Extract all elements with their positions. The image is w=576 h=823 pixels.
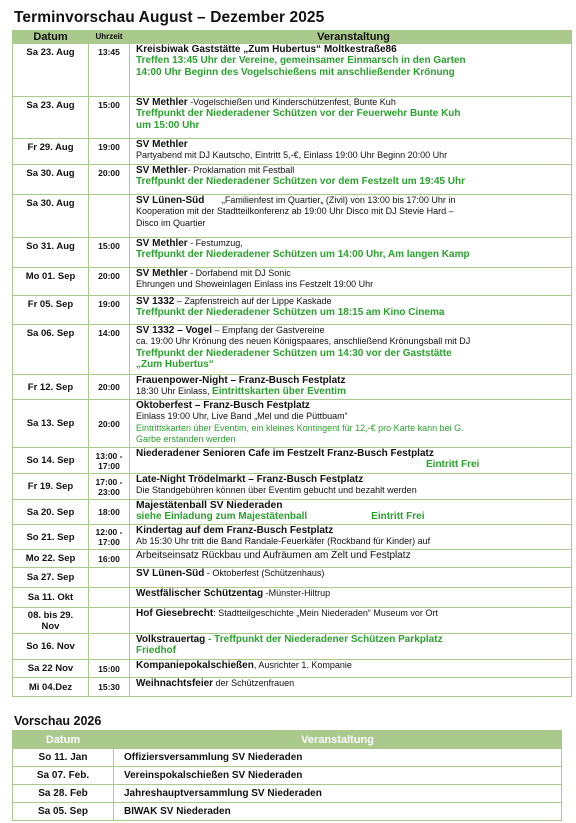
event-date: Fr 19. Sep xyxy=(13,474,89,500)
event-title: SV Methler xyxy=(136,97,188,108)
admission-note: Eintritt Frei xyxy=(371,511,425,523)
ticket-note: Garbe erstanden werden xyxy=(136,434,236,445)
event-line xyxy=(136,525,571,536)
table-row xyxy=(13,195,572,238)
event-time: 13:45 xyxy=(89,44,130,97)
meeting-note: Friedhof xyxy=(136,645,176,657)
event-description xyxy=(130,97,572,139)
event-date: Mo 22. Sep xyxy=(13,550,89,568)
event-detail: -Vogelschießen und Kinderschützenfest, Bunte Kuh xyxy=(187,97,396,107)
table-row xyxy=(13,588,572,608)
preview-date: Sa 05. Sep xyxy=(13,803,114,821)
event-title: Kompaniepokalschießen xyxy=(136,660,254,671)
event-title: SV Methler xyxy=(136,238,188,249)
event-description xyxy=(130,474,572,500)
event-line xyxy=(136,448,571,459)
event-time: 20:00 xyxy=(89,375,130,400)
event-detail: Einlass 19:00 Uhr, Live Band „Mel und die Püttbuam“ xyxy=(136,411,348,422)
event-time: 20:00 xyxy=(89,268,130,296)
event-description xyxy=(130,44,572,97)
event-description xyxy=(130,550,572,568)
event-time: 15:00 xyxy=(89,660,130,678)
meeting-note: Treffpunkt der Niederadener Schützen um 18:15 am Kino Cinema xyxy=(136,307,445,319)
table-row xyxy=(13,97,572,139)
event-line xyxy=(136,660,571,671)
meeting-note: - Treffpunkt der Niederadener Schützen Parkplatz xyxy=(205,634,443,645)
event-line xyxy=(136,176,571,187)
event-title: Weihnachtsfeier xyxy=(136,678,214,689)
event-detail: : Stadtteilgeschichte „Mein Niederaden“ Museum vor Ort xyxy=(213,608,438,618)
event-date: Sa 13. Sep xyxy=(13,400,89,448)
event-detail: 18:30 Uhr Einlass, xyxy=(136,386,213,397)
ticket-note: Eintrittskarten über Eventim xyxy=(212,386,346,398)
event-line xyxy=(136,279,571,290)
event-line xyxy=(136,195,571,206)
preview-date: Sa 07. Feb. xyxy=(13,767,114,785)
event-time: 20:00 xyxy=(89,165,130,195)
event-date: So 21. Sep xyxy=(13,525,89,550)
event-description xyxy=(130,400,572,448)
meeting-note: „Zum Hubertus“ xyxy=(136,359,214,371)
event-line xyxy=(136,634,571,645)
event-time: 15:00 xyxy=(89,238,130,268)
event-line xyxy=(136,55,571,66)
event-title: SV 1332 – Vogel xyxy=(136,325,212,336)
event-description xyxy=(130,165,572,195)
meeting-note: Treffpunkt der Niederadener Schützen um 14:30 vor der Gaststätte xyxy=(136,347,452,359)
event-line xyxy=(136,44,571,55)
event-title: Frauenpower-Night – Franz-Busch Festplatz xyxy=(136,375,346,386)
event-line xyxy=(136,336,571,347)
event-title: SV Lünen-Süd xyxy=(136,195,205,206)
event-detail: Arbeitseinsatz Rückbau und Aufräumen am Zelt und Festplatz xyxy=(136,550,411,561)
event-detail: ca. 19:00 Uhr Krönung des neuen Königspaares, anschließend Krönungsball mit DJ xyxy=(136,336,471,347)
ticket-note: Eintrittskarten über Eventim, ein kleines Kontingent für 12,-€ pro Karte kann bei G. xyxy=(136,422,464,433)
preview-header-event: Veranstaltung xyxy=(114,731,562,749)
event-description xyxy=(130,195,572,238)
event-detail: - Oktoberfest (Schützenhaus) xyxy=(204,568,325,578)
meeting-note: Treffpunkt der Niederadener Schützen vor dem Festzelt um 19:45 Uhr xyxy=(136,176,465,188)
event-date: Sa 22 Nov xyxy=(13,660,89,678)
event-time: 14:00 xyxy=(89,325,130,375)
table-row xyxy=(13,660,572,678)
event-title: Late-Night Trödelmarkt – Franz-Busch Festplatz xyxy=(136,474,364,485)
table-row xyxy=(13,474,572,500)
event-description xyxy=(130,238,572,268)
meeting-note: Treffpunkt der Niederadener Schützen um 14:00 Uhr, Am langen Kamp xyxy=(136,249,470,261)
event-title: Kindertag auf dem Franz-Busch Festplatz xyxy=(136,525,334,536)
table-row xyxy=(13,448,572,474)
table-row xyxy=(13,767,562,785)
event-detail: -Münster-Hiltrup xyxy=(263,588,331,598)
page-title: Terminvorschau August – Dezember 2025 xyxy=(14,9,325,26)
preview-event: Jahreshauptversammlung SV Niederaden xyxy=(114,785,562,803)
event-line xyxy=(136,307,571,318)
event-line xyxy=(136,588,571,599)
event-date: So 31. Aug xyxy=(13,238,89,268)
event-line xyxy=(136,645,571,656)
events-table-header xyxy=(13,31,572,44)
event-detail: - Proklamation mit Festball xyxy=(187,165,295,175)
event-date: Sa 27. Sep xyxy=(13,568,89,588)
preview-header-date: Datum xyxy=(13,731,114,749)
event-line xyxy=(136,67,571,78)
event-line xyxy=(136,296,571,307)
event-time: 15:00 xyxy=(89,97,130,139)
event-detail: - Festumzug, xyxy=(187,238,243,248)
event-title: SV Methler xyxy=(136,139,188,150)
event-date: 08. bis 29. Nov xyxy=(13,608,89,634)
event-line xyxy=(136,150,571,161)
event-date: Sa 30. Aug xyxy=(13,195,89,238)
event-time xyxy=(89,195,130,238)
table-row xyxy=(13,785,562,803)
event-time: 13:00 - 17:00 xyxy=(89,448,130,474)
event-date: Fr 29. Aug xyxy=(13,139,89,165)
events-table xyxy=(12,30,572,697)
meeting-note: Treffen 13:45 Uhr der Vereine, gemeinsamer Einmarsch in den Garten xyxy=(136,55,466,67)
event-line xyxy=(136,206,571,217)
event-time: 15:30 xyxy=(89,678,130,697)
event-line xyxy=(136,97,571,108)
event-line xyxy=(136,165,571,176)
event-time xyxy=(89,568,130,588)
event-detail: Kooperation mit der Stadtteilkonferenz ab 19:00 Uhr Disco mit DJ Stevie Hard – xyxy=(136,206,454,217)
event-description xyxy=(130,139,572,165)
event-title: SV Methler xyxy=(136,165,188,176)
event-line xyxy=(136,434,571,445)
event-line xyxy=(136,500,571,511)
event-title: Kreisbiwak Gaststätte „Zum Hubertus“ Moltkestraße86 xyxy=(136,44,397,55)
event-date: So 16. Nov xyxy=(13,634,89,660)
admission-note: Eintritt Frei xyxy=(426,459,480,471)
event-date: Sa 11. Okt xyxy=(13,588,89,608)
event-date: Sa 23. Aug xyxy=(13,44,89,97)
event-description xyxy=(130,268,572,296)
event-line xyxy=(136,678,571,689)
header-date: Datum xyxy=(13,31,89,44)
table-row xyxy=(13,608,572,634)
event-date: Mo 01. Sep xyxy=(13,268,89,296)
event-line xyxy=(136,249,571,260)
event-detail: „Familienfest im Quartier„ (Zivil) von 13:00 bis 17:00 Uhr in xyxy=(204,195,456,205)
event-description xyxy=(130,500,572,525)
header-event: Veranstaltung xyxy=(130,31,572,44)
event-line xyxy=(136,474,571,485)
table-row xyxy=(13,525,572,550)
table-row xyxy=(13,400,572,448)
table-row xyxy=(13,296,572,325)
event-time xyxy=(89,588,130,608)
event-detail: – Zapfenstreich auf der Lippe Kaskade xyxy=(174,296,332,306)
table-row xyxy=(13,165,572,195)
preview-event: Offiziersversammlung SV Niederaden xyxy=(114,749,562,767)
event-detail: Disco im Quartier xyxy=(136,217,206,228)
event-time: 12:00 - 17:00 xyxy=(89,525,130,550)
event-description xyxy=(130,525,572,550)
event-line xyxy=(136,375,571,386)
event-description xyxy=(130,296,572,325)
event-time: 19:00 xyxy=(89,296,130,325)
table-row xyxy=(13,500,572,525)
table-row xyxy=(13,375,572,400)
preview-table-header xyxy=(13,731,562,749)
table-row xyxy=(13,550,572,568)
header-time: Uhrzeit xyxy=(89,31,130,44)
event-line xyxy=(136,568,571,579)
event-title: SV 1332 xyxy=(136,296,175,307)
event-line xyxy=(136,268,571,279)
event-line xyxy=(136,108,571,119)
event-line xyxy=(136,459,571,470)
event-description xyxy=(130,608,572,634)
event-line xyxy=(136,348,571,359)
event-time: 19:00 xyxy=(89,139,130,165)
event-description xyxy=(130,568,572,588)
event-detail: Ehrungen und Showeinlagen Einlass ins Festzelt 19:00 Uhr xyxy=(136,279,374,290)
event-detail: Partyabend mit DJ Kautscho, Eintritt 5,-€, Einlass 19:00 Uhr Beginn 20:00 Uhr xyxy=(136,150,448,161)
event-line xyxy=(136,423,571,434)
event-line xyxy=(136,218,571,229)
preview-table xyxy=(12,730,562,821)
meeting-note: 14:00 Uhr Beginn des Vogelschießens mit anschließender Krönung xyxy=(136,66,455,78)
event-description xyxy=(130,588,572,608)
table-row xyxy=(13,749,562,767)
event-date: Sa 30. Aug xyxy=(13,165,89,195)
event-title: SV Methler xyxy=(136,268,188,279)
event-time: 20:00 xyxy=(89,400,130,448)
invitation-note: siehe Einladung zum Majestätenball xyxy=(136,511,308,523)
event-line xyxy=(136,511,571,522)
preview-title: Vorschau 2026 xyxy=(14,714,102,728)
event-line xyxy=(136,139,571,150)
table-row xyxy=(13,139,572,165)
event-detail: , Ausrichter 1. Kompanie xyxy=(253,660,352,670)
event-title: Hof Giesebrecht xyxy=(136,608,214,619)
table-row xyxy=(13,678,572,697)
event-line xyxy=(136,536,571,547)
table-row xyxy=(13,238,572,268)
event-line xyxy=(136,608,571,619)
event-description xyxy=(130,634,572,660)
event-date: Fr 05. Sep xyxy=(13,296,89,325)
event-title: Westfälischer Schützentag xyxy=(136,588,264,599)
event-time: 18:00 xyxy=(89,500,130,525)
event-detail: Die Standgebühren können über Eventim gebucht und bezahlt werden xyxy=(136,485,417,496)
table-row xyxy=(13,325,572,375)
event-line xyxy=(136,359,571,370)
event-date: Sa 06. Sep xyxy=(13,325,89,375)
event-line xyxy=(136,120,571,131)
event-description xyxy=(130,660,572,678)
event-line xyxy=(136,400,571,411)
event-date: Fr 12. Sep xyxy=(13,375,89,400)
preview-date: So 11. Jan xyxy=(13,749,114,767)
event-date: Mi 04.Dez xyxy=(13,678,89,697)
event-title: Oktoberfest – Franz-Busch Festplatz xyxy=(136,400,310,411)
table-row xyxy=(13,268,572,296)
event-detail: der Schützenfrauen xyxy=(213,678,295,688)
event-line xyxy=(136,485,571,496)
event-detail: - Dorfabend mit DJ Sonic xyxy=(187,268,291,278)
table-row xyxy=(13,634,572,660)
event-date: So 14. Sep xyxy=(13,448,89,474)
event-date: Sa 23. Aug xyxy=(13,97,89,139)
event-detail: – Empfang der Gastvereine xyxy=(211,325,325,335)
preview-event: Vereinspokalschießen SV Niederaden xyxy=(114,767,562,785)
event-line xyxy=(136,550,571,561)
event-description xyxy=(130,678,572,697)
meeting-note: Treffpunkt der Niederadener Schützen vor der Feuerwehr Bunte Kuh xyxy=(136,108,461,120)
event-title: Volkstrauertag xyxy=(136,634,206,645)
event-time: 17:00 - 23:00 xyxy=(89,474,130,500)
event-time xyxy=(89,634,130,660)
event-time: 16:00 xyxy=(89,550,130,568)
event-line xyxy=(136,238,571,249)
event-time xyxy=(89,608,130,634)
preview-event: BIWAK SV Niederaden xyxy=(114,803,562,821)
event-description xyxy=(130,375,572,400)
meeting-note: um 15:00 Uhr xyxy=(136,119,200,131)
event-line xyxy=(136,386,571,397)
table-row xyxy=(13,44,572,97)
preview-date: Sa 28. Feb xyxy=(13,785,114,803)
event-description xyxy=(130,325,572,375)
event-date: Sa 20. Sep xyxy=(13,500,89,525)
event-detail: Ab 15:30 Uhr tritt die Band Randale-Feuerkäfer (Rockband für Kinder) auf xyxy=(136,536,431,547)
event-line xyxy=(136,325,571,336)
event-title: SV Lünen-Süd xyxy=(136,568,205,579)
event-title: Niederadener Senioren Cafe im Festzelt Franz-Busch Festplatz xyxy=(136,448,434,459)
event-title: Majestätenball SV Niederaden xyxy=(136,500,283,511)
event-line xyxy=(136,411,571,422)
table-row xyxy=(13,803,562,821)
table-row xyxy=(13,568,572,588)
event-description xyxy=(130,448,572,474)
